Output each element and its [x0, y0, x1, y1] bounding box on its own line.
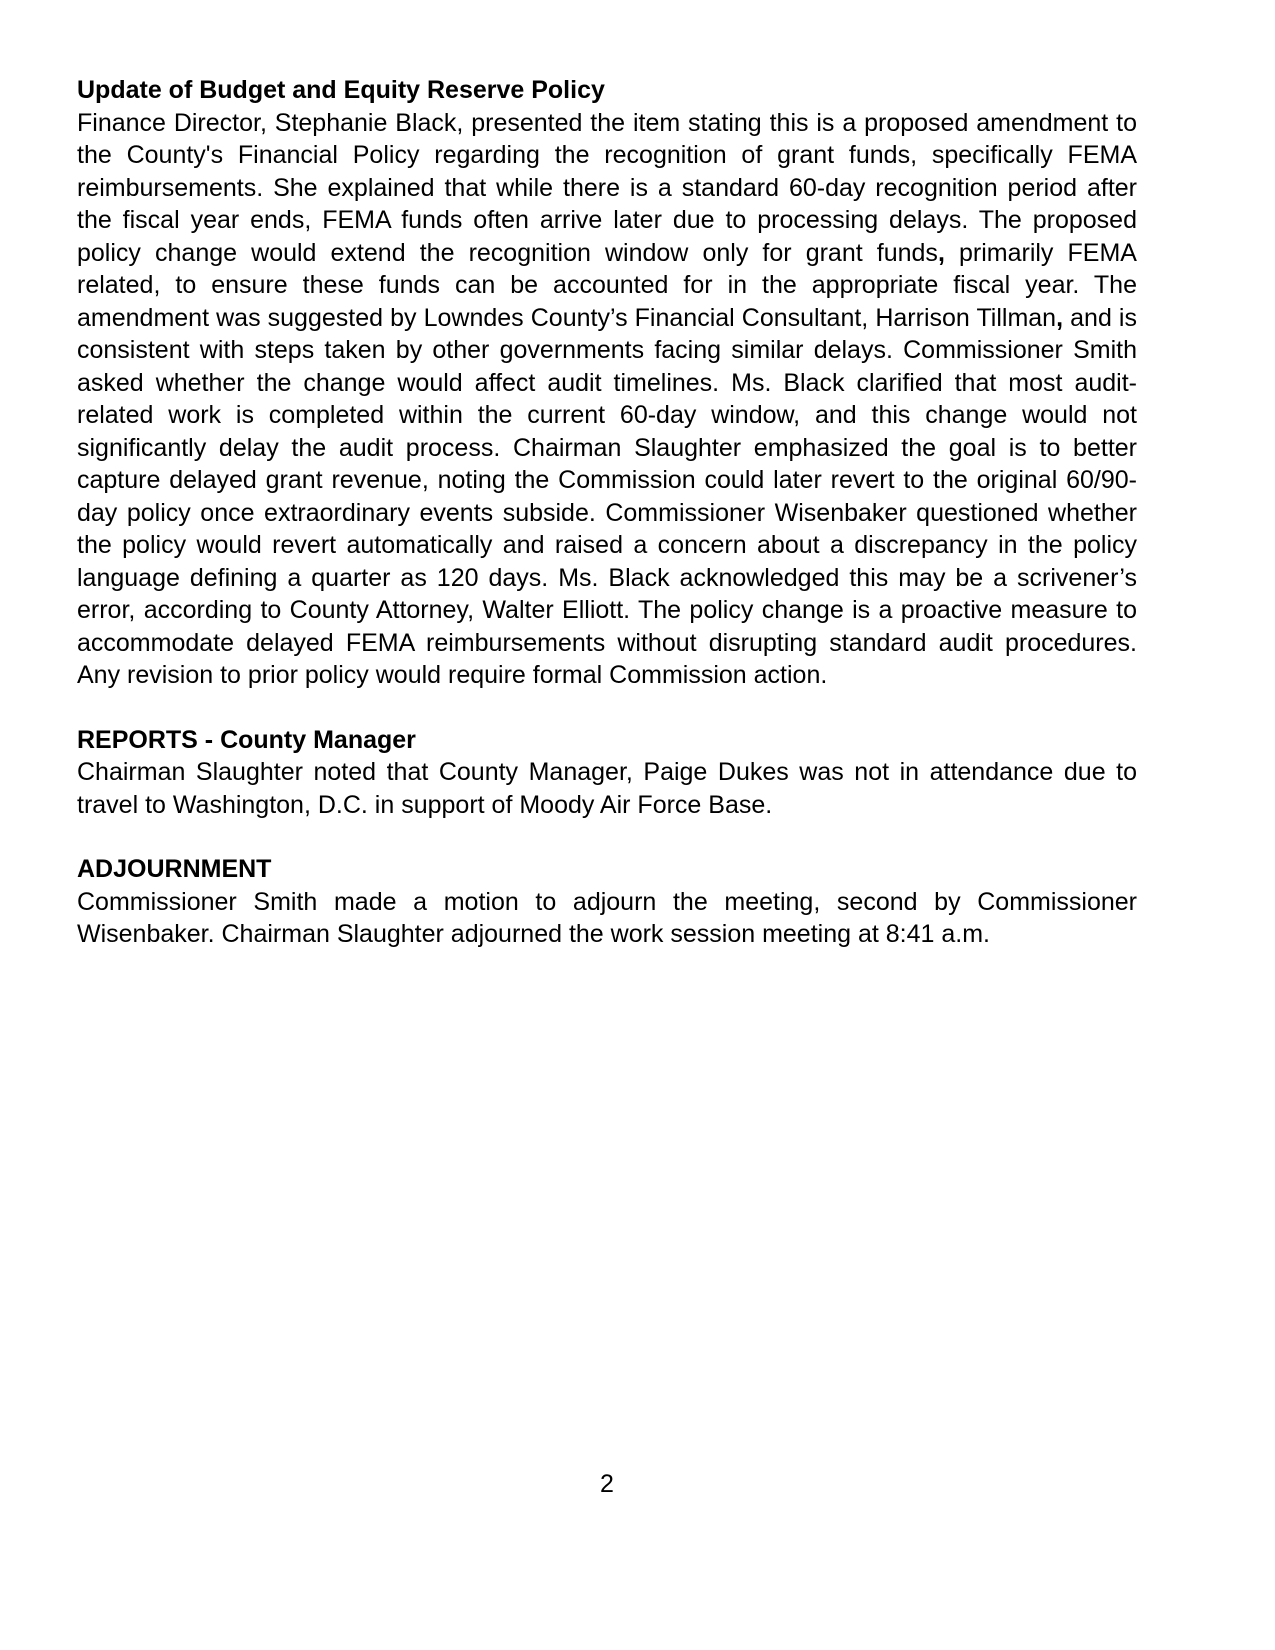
- paragraph-run: primarily FEMA related, to ensure these funds can be accounted for in the appropriate fiscal year. The amendment was suggested by Lowndes County’s Financial Consultant, Harrison Tillman: [77, 238, 1137, 332]
- paragraph-run: and is consistent with steps taken by other governments facing similar delays. Commissioner Smith asked whether the change would affect audit timelines. Ms. Black clarified that most audit-related work is completed within the current 60-day window, and this change would not significantly delay the audit process. Chairman Slaughter emphasized the goal is to better capture delayed grant revenue, noting the Commission could later revert to the original 60/90-day policy once extraordinary events subside. Commissioner Wisenbaker questioned whether the policy would revert automatically and raised a concern about a discrepancy in the policy language defining a quarter as 120 days. Ms. Black acknowledged this may be a scrivener’s error, according to County Attorney, Walter Elliott. The policy change is a proactive measure to accommodate delayed FEMA reimbursements without disrupting standard audit procedures. Any revision to prior policy would require formal Commission action.: [77, 303, 1137, 689]
- paragraph-run-bold-comma: ,: [937, 238, 945, 267]
- document-content: [77, 74, 1137, 983]
- section-heading-adjournment: ADJOURNMENT: [77, 855, 272, 883]
- section-heading-reports-county-manager: REPORTS - County Manager: [77, 725, 416, 754]
- section-paragraph-adjournment: Commissioner Smith made a motion to adjourn the meeting, second by Commissioner Wisenbaker. Chairman Slaughter adjourned the work session meeting at 8:41 a.m.: [77, 887, 1137, 948]
- paragraph-run: Finance Director, Stephanie Black, presented the item stating this is a proposed amendment to the County's Financial Policy regarding the recognition of grant funds, specifically FEMA reimbursements. She explained that while there is a standard 60-day recognition period after the fiscal year ends, FEMA funds often arrive later due to processing delays. The proposed policy change would extend the recognition window only for grant funds: [77, 108, 1137, 267]
- page-number: 2: [600, 1470, 614, 1498]
- section-paragraph-reports-county-manager: Chairman Slaughter noted that County Manager, Paige Dukes was not in attendance due to travel to Washington, D.C. in support of Moody Air Force Base.: [77, 758, 1137, 819]
- section-heading-budget-equity-reserve-policy: Update of Budget and Equity Reserve Policy: [77, 76, 605, 104]
- section-paragraph-budget-equity-reserve-policy: [77, 107, 1137, 692]
- paragraph-run-bold-comma: ,: [1056, 303, 1064, 332]
